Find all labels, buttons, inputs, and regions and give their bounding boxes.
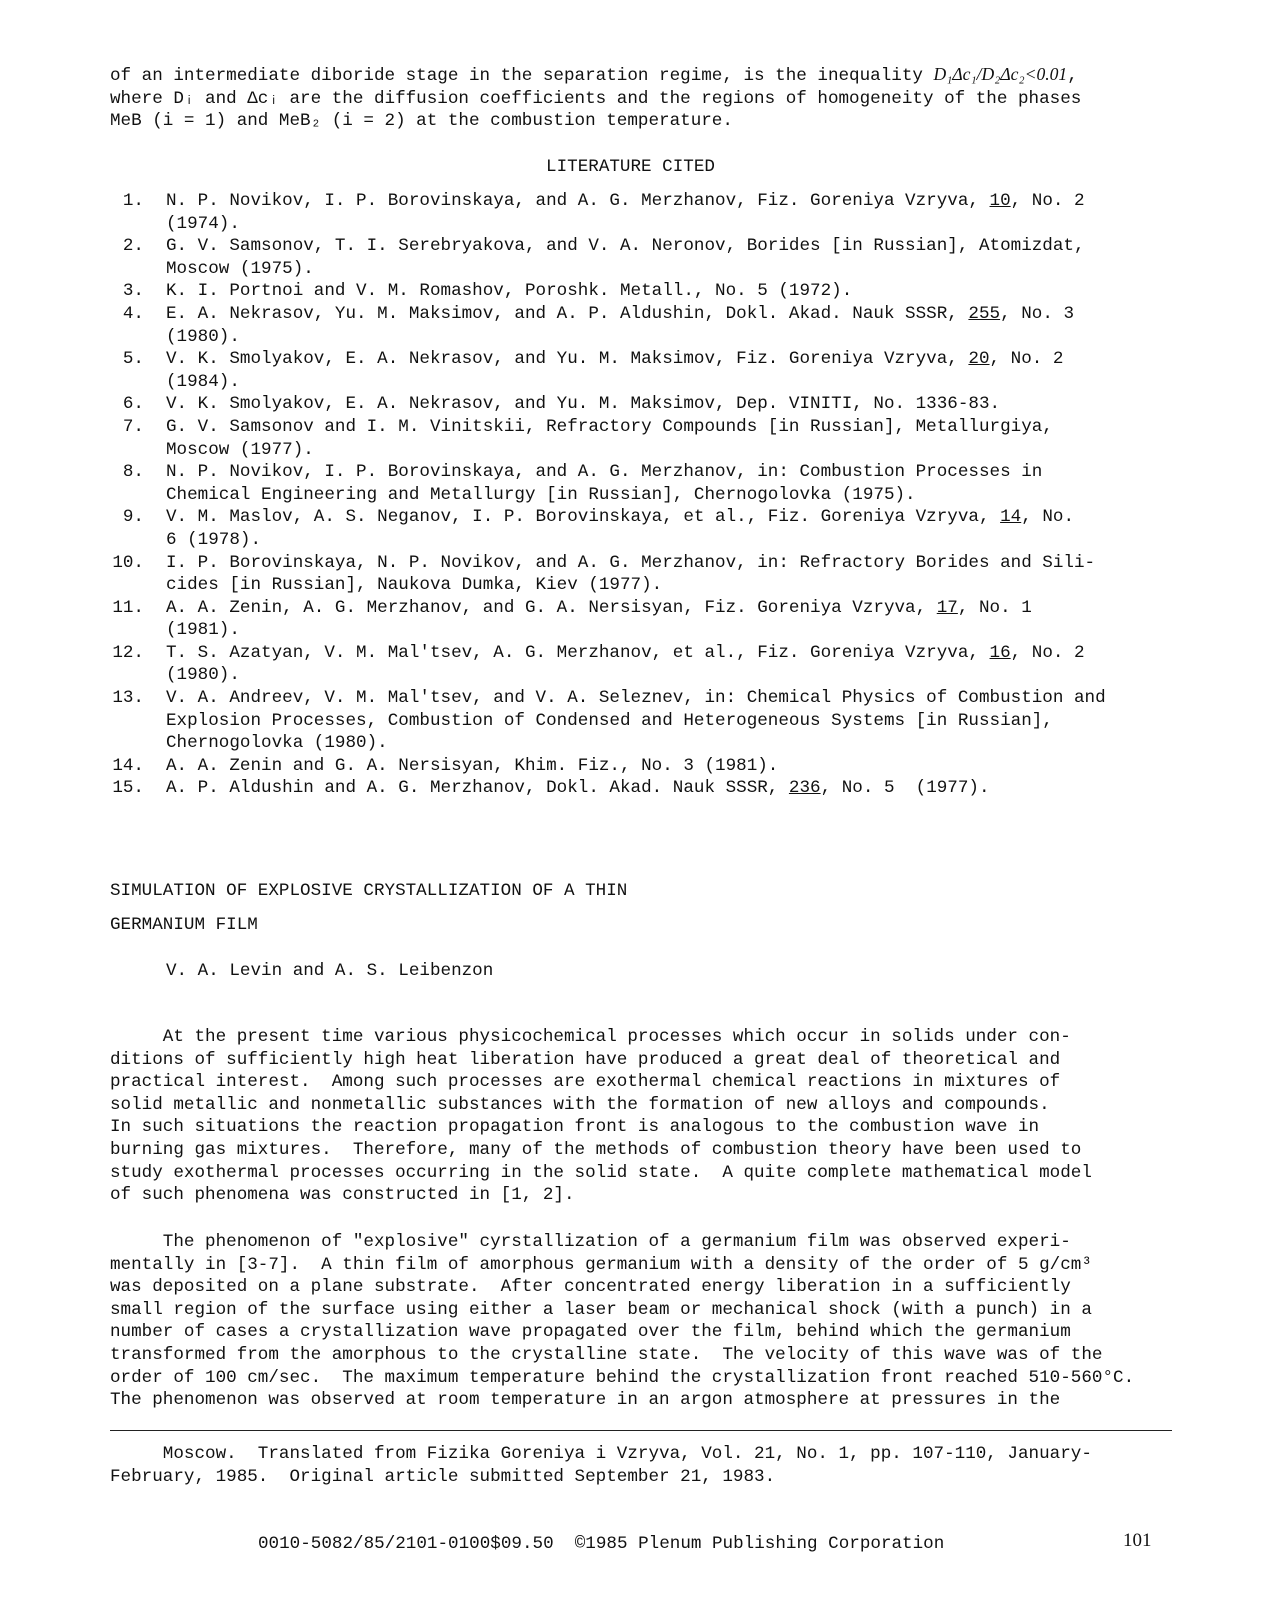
reference-line: V. M. Maslov, A. S. Neganov, I. P. Borovinskaya, et al., Fiz. Goreniya Vzryva, 14, No.	[166, 507, 1075, 528]
reference-text	[166, 777, 990, 800]
reference-line: I. P. Borovinskaya, N. P. Novikov, and A. G. Merzhanov, in: Refractory Borides and Sili-	[166, 552, 1096, 573]
reference-line: A. A. Zenin, A. G. Merzhanov, and G. A. Nersisyan, Fiz. Goreniya Vzryva, 17, No. 1	[166, 597, 1032, 618]
reference-text	[166, 348, 1063, 393]
intro-line-1a: of an intermediate diboride stage in the separation regime, is the inequality	[110, 66, 934, 86]
reference-line: Chemical Engineering and Metallurgy [in Russian], Chernogolovka (1975).	[166, 484, 916, 505]
reference-line: G. V. Samsonov, T. I. Serebryakova, and V. A. Neronov, Borides [in Russian], Atomizdat,	[166, 236, 1085, 257]
inequality-formula: D₁Δc₁/D₂Δc₂<0.01	[933, 64, 1068, 84]
reference-item	[0, 755, 1261, 778]
reference-item	[0, 461, 1261, 506]
reference-line: Chernogolovka (1980).	[166, 733, 388, 754]
reference-line: G. V. Samsonov and I. M. Vinitskii, Refractory Compounds [in Russian], Metallurgiya,	[166, 416, 1053, 437]
reference-line: Moscow (1975).	[166, 258, 314, 279]
reference-line: V. A. Andreev, V. M. Mal'tsev, and V. A. Seleznev, in: Chemical Physics of Combustion and	[166, 688, 1106, 709]
reference-text	[166, 393, 1000, 416]
reference-text	[166, 190, 1085, 235]
intro-line-3: MeB (i = 1) and MeB₂ (i = 2) at the combustion temperature.	[110, 111, 733, 132]
reference-text	[166, 235, 1085, 280]
reference-line: A. A. Zenin and G. A. Nersisyan, Khim. Fiz., No. 3 (1981).	[166, 755, 779, 776]
intro-paragraph	[110, 63, 1081, 133]
reference-number: 15.	[112, 778, 144, 799]
article-title-line-2: GERMANIUM FILM	[110, 915, 258, 935]
reference-text	[166, 303, 1074, 348]
reference-text	[166, 506, 1074, 551]
reference-list	[0, 190, 1261, 800]
reference-number: 12.	[112, 642, 144, 663]
reference-text	[166, 552, 1095, 597]
reference-text	[166, 280, 852, 303]
reference-number: 11.	[112, 597, 144, 618]
literature-cited-heading: LITERATURE CITED	[546, 157, 715, 177]
reference-number: 9.	[122, 507, 144, 528]
reference-item	[0, 777, 1261, 800]
reference-line: (1981).	[166, 620, 240, 641]
reference-number: 14.	[112, 755, 144, 776]
reference-item	[0, 642, 1261, 687]
reference-number: 1.	[122, 191, 144, 211]
reference-line: T. S. Azatyan, V. M. Mal'tsev, A. G. Merzhanov, et al., Fiz. Goreniya Vzryva, 16, No. 2	[166, 642, 1085, 663]
reference-item	[0, 235, 1261, 280]
reference-line: V. K. Smolyakov, E. A. Nekrasov, and Yu. M. Maksimov, Dep. VINITI, No. 1336-83.	[166, 394, 1001, 415]
reference-line: N. P. Novikov, I. P. Borovinskaya, and A. G. Merzhanov, Fiz. Goreniya Vzryva, 10, No. 2	[166, 191, 1085, 211]
page-number: 101	[1123, 1530, 1152, 1551]
reference-line: (1984).	[166, 371, 240, 392]
reference-line: (1974).	[166, 213, 240, 234]
reference-line: Explosion Processes, Combustion of Condensed and Heterogeneous Systems [in Russian],	[166, 710, 1053, 731]
reference-text	[166, 597, 1032, 642]
reference-text	[166, 416, 1053, 461]
reference-item	[0, 393, 1261, 416]
reference-line: cides [in Russian], Naukova Dumka, Kiev (1977).	[166, 575, 663, 596]
article-authors: V. A. Levin and A. S. Leibenzon	[166, 961, 494, 981]
issn-price-code: 0010-5082/85/2101-0100$09.50	[258, 1534, 554, 1554]
reference-item	[0, 552, 1261, 597]
footnote-divider	[110, 1430, 1172, 1431]
reference-text	[166, 755, 778, 778]
reference-text	[166, 642, 1085, 687]
reference-line: N. P. Novikov, I. P. Borovinskaya, and A. G. Merzhanov, in: Combustion Processes in	[166, 462, 1043, 483]
reference-line: E. A. Nekrasov, Yu. M. Maksimov, and A. P. Aldushin, Dokl. Akad. Nauk SSSR, 255, No. 3	[166, 303, 1074, 324]
reference-number: 3.	[122, 281, 144, 302]
article-title-line-1: SIMULATION OF EXPLOSIVE CRYSTALLIZATION OF A THIN	[110, 881, 628, 901]
reference-item	[0, 416, 1261, 461]
reference-item	[0, 348, 1261, 393]
reference-item	[0, 190, 1261, 235]
body-paragraph-1: At the present time various physicochemical processes which occur in solids under con- ditions of sufficiently high heat liberation have produced a great deal of theoretical and practical interest. Among such processes are exothermal chemical reactions in mixtures of solid metallic and nonmetallic substances with the formation of new alloys and compounds. In such situations the reaction propagation front is analogous to the combustion wave in burning gas mixtures. Therefore, many of the methods of combustion theory have been used to study exothermal processes occurring in the solid state. A quite complete mathematical model of such phenomena was constructed in [1, 2].	[110, 1027, 1092, 1206]
reference-number: 7.	[122, 416, 144, 437]
reference-number: 13.	[112, 688, 144, 709]
reference-number: 4.	[122, 303, 144, 324]
reference-line: (1980).	[166, 326, 240, 347]
reference-text	[166, 687, 1106, 755]
reference-item	[0, 506, 1261, 551]
intro-line-1b: ,	[1067, 66, 1078, 86]
reference-line: 6 (1978).	[166, 529, 262, 550]
reference-number: 2.	[122, 236, 144, 257]
body-paragraph-2: The phenomenon of "explosive" cyrstallization of a germanium film was observed experi- mentally in [3-7]. A thin film of amorphous germanium with a density of the order of 5 g/cm³ was deposited on a plane substrate. After concentrated energy liberation in a sufficiently small region of the surface using either a laser beam or mechanical shock (with a punch) in a number of cases a crystallization wave propagated over the film, behind which the germanium transformed from the amorphous to the crystalline state. The velocity of this wave was of the order of 100 cm/sec. The maximum temperature behind the crystallization front reached 510-560°C. The phenomenon was observed at room temperature in an argon atmosphere at pressures in the	[110, 1232, 1135, 1411]
reference-item	[0, 303, 1261, 348]
reference-line: Moscow (1977).	[166, 439, 314, 460]
footnote: Moscow. Translated from Fizika Goreniya i Vzryva, Vol. 21, No. 1, pp. 107-110, January- February, 1985. Original article submitted September 21, 1983.	[110, 1444, 1092, 1487]
reference-item	[0, 687, 1261, 755]
intro-line-2: where Dᵢ and Δcᵢ are the diffusion coefficients and the regions of homogeneity of the phases	[110, 88, 1082, 109]
reference-line: (1980).	[166, 665, 240, 686]
page-footer	[258, 1533, 944, 1556]
reference-number: 8.	[122, 462, 144, 483]
reference-item	[0, 280, 1261, 303]
reference-text	[166, 461, 1042, 506]
reference-item	[0, 597, 1261, 642]
reference-line: K. I. Portnoi and V. M. Romashov, Poroshk. Metall., No. 5 (1972).	[166, 281, 853, 302]
reference-number: 6.	[122, 394, 144, 415]
reference-line: A. P. Aldushin and A. G. Merzhanov, Dokl. Akad. Nauk SSSR, 236, No. 5 (1977).	[166, 778, 990, 799]
copyright-notice: ©1985 Plenum Publishing Corporation	[574, 1534, 945, 1554]
reference-number: 5.	[122, 349, 144, 370]
reference-line: V. K. Smolyakov, E. A. Nekrasov, and Yu. M. Maksimov, Fiz. Goreniya Vzryva, 20, No. 2	[166, 349, 1064, 370]
reference-number: 10.	[112, 552, 144, 573]
